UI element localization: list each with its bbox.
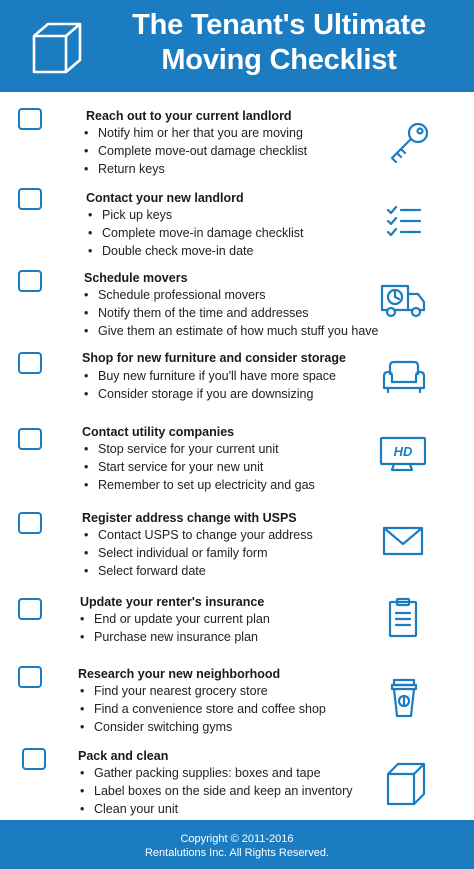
bullet-list [82,124,307,178]
checkbox[interactable] [18,270,42,292]
list-item: • Find your nearest grocery store [78,682,326,700]
hd-label: HD [393,444,413,459]
sofa-icon [380,354,428,400]
section-title: Research your new neighborhood [78,667,281,681]
footer [0,820,474,869]
bullet-list [86,206,303,260]
section-title: Contact utility companies [82,425,235,439]
checkbox[interactable] [18,352,42,374]
bullet-list [82,440,315,494]
checkbox[interactable] [18,598,42,620]
list-item: • Notify them of the time and addresses [82,304,378,322]
list-item: • Pick up keys [86,206,303,224]
checkbox[interactable] [18,108,42,130]
box-icon [382,760,430,806]
page-title [94,8,464,78]
checkbox[interactable] [18,666,42,688]
list-item: • Gather packing supplies: boxes and tape [78,764,353,782]
rights-text: Rentalutions Inc. All Rights Reserved. [144,847,330,859]
checkbox[interactable] [22,748,46,770]
section-title: Register address change with USPS [82,511,297,525]
list-item: • Stop service for your current unit [82,440,315,458]
list-item: • Select forward date [82,562,313,580]
clipboard-icon [380,596,428,642]
section-title: Reach out to your current landlord [86,109,292,123]
list-item: • Give them an estimate of how much stuff you have [82,322,378,340]
list-item: • Label boxes on the side and keep an inventory [78,782,353,800]
checklist-icon [382,200,430,246]
copyright-text: Copyright © 2011-2016 [180,833,294,845]
list-item: • End or update your current plan [78,610,270,628]
checklist [0,92,474,820]
bullet-list [78,764,353,818]
bullet-list [78,610,270,646]
header-banner [0,0,474,92]
list-item: • Return keys [82,160,307,178]
list-item: • Find a convenience store and coffee shop [78,700,326,718]
list-item: • Remember to set up electricity and gas [82,476,315,494]
box-icon [30,20,84,76]
coffee-cup-icon [380,674,428,720]
title-line-1: The Tenant's Ultimate [132,9,426,41]
list-item: • Contact USPS to change your address [82,526,313,544]
bullet-list [82,286,378,340]
envelope-icon [380,522,428,568]
list-item: • Notify him or her that you are moving [82,124,307,142]
list-item: • Complete move-out damage checklist [82,142,307,160]
list-item: • Schedule professional movers [82,286,378,304]
list-item: • Buy new furniture if you'll have more space [82,367,336,385]
list-item: • Double check move-in date [86,242,303,260]
bullet-list [82,367,336,403]
title-line-2: Moving Checklist [161,44,397,76]
list-item: • Start service for your new unit [82,458,315,476]
list-item: • Consider switching gyms [78,718,326,736]
list-item: • Purchase new insurance plan [78,628,270,646]
moving-truck-icon [378,278,426,324]
bullet-list [82,526,313,580]
bullet-list [78,682,326,736]
section-title: Pack and clean [78,749,169,763]
list-item: • Select individual or family form [82,544,313,562]
list-item: • Consider storage if you are downsizing [82,385,336,403]
list-item: • Clean your unit [78,800,353,818]
list-item: • Complete move-in damage checklist [86,224,303,242]
section-title: Update your renter's insurance [80,595,265,609]
key-icon [384,120,432,166]
checkbox[interactable] [18,428,42,450]
checkbox[interactable] [18,188,42,210]
hd-tv-icon [378,434,426,480]
section-title: Shop for new furniture and consider storage [82,351,346,365]
section-title: Contact your new landlord [86,191,244,205]
section-title: Schedule movers [84,271,188,285]
checkbox[interactable] [18,512,42,534]
